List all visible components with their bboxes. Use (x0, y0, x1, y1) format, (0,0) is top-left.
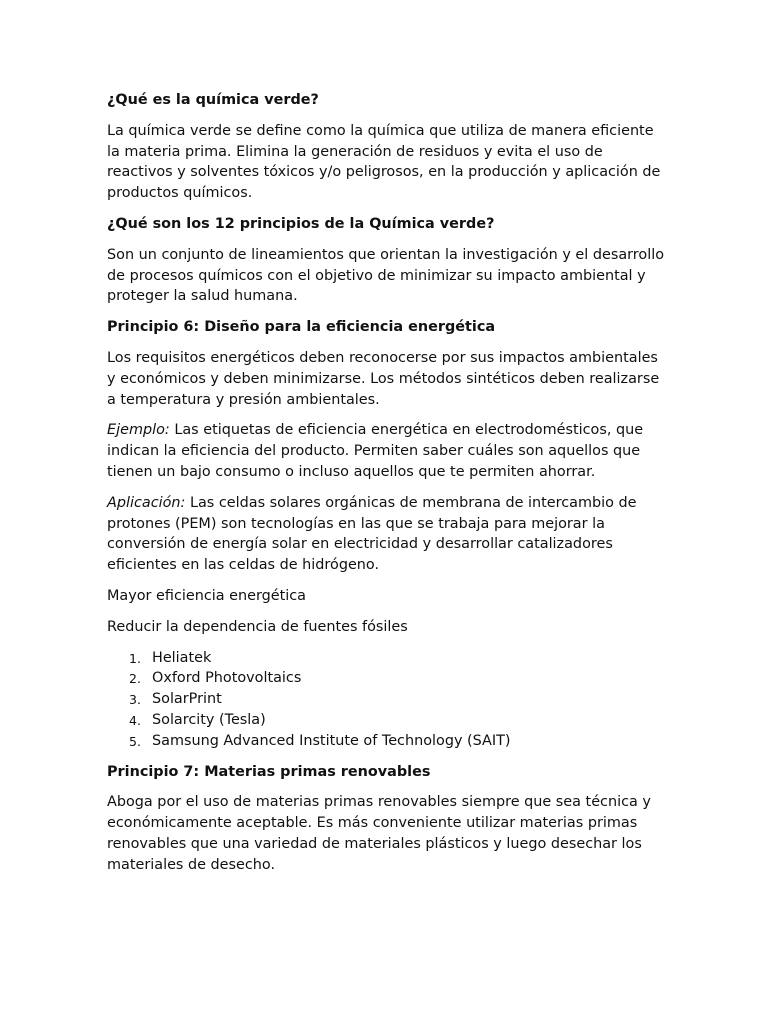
list-number: 5. (129, 733, 141, 749)
list-item-text: Heliatek (152, 649, 212, 666)
list-item (107, 668, 667, 689)
application-label: Aplicación: (107, 494, 186, 511)
list-item (107, 648, 667, 669)
list-number: 1. (129, 650, 141, 666)
list-item-text: Samsung Advanced Institute of Technology (SAIT) (152, 732, 511, 749)
paragraph-principle-6: Los requisitos energéticos deben reconocerse por sus impactos ambientales y económicos y deben minimizarse. Los métodos sintéticos deben realizarse a temperatura y presión ambientales. (107, 349, 660, 408)
paragraph-green-chemistry-definition: La química verde se define como la química que utiliza de manera eficiente la materia prima. Elimina la generación de residuos y evita el uso de reactivos y solventes tóxicos y/o peligrosos, en la producción y aplicación de productos químicos. (107, 122, 661, 202)
example-label: Ejemplo: (107, 422, 170, 439)
paragraph-principle-7: Aboga por el uso de materias primas renovables siempre que sea técnica y económicamente aceptable. Es más conveniente utilizar materias primas renovables que una variedad de materiales plásticos y luego desechar los materiales de desecho. (107, 794, 651, 873)
list-item (107, 731, 667, 752)
heading-what-is-green-chemistry: ¿Qué es la química verde? (107, 92, 319, 108)
list-number: 3. (129, 692, 141, 708)
heading-principle-6: Principio 6: Diseño para la eficiencia energética (107, 319, 496, 336)
heading-principle-7: Principio 7: Materias primas renovables (107, 763, 431, 780)
list-item-text: Oxford Photovoltaics (152, 670, 302, 687)
list-item (107, 710, 667, 731)
benefit-energy-efficiency: Mayor eficiencia energética (107, 587, 307, 604)
paragraph-application (107, 493, 667, 576)
list-number: 2. (129, 671, 141, 687)
company-list (107, 648, 667, 752)
document-page (107, 90, 667, 886)
paragraph-12-principles: Son un conjunto de lineamientos que orientan la investigación y el desarrollo de procesos químicos con el objetivo de minimizar su impacto ambiental y proteger la salud humana. (107, 246, 665, 305)
list-number: 4. (129, 712, 141, 728)
heading-12-principles: ¿Qué son los 12 principios de la Química verde? (107, 215, 495, 232)
application-text: Las celdas solares orgánicas de membrana de intercambio de protones (PEM) son tecnologías en las que se trabaja para mejorar la conversión de energía solar en electricidad y desarrollar catalizadores eficientes en las celdas de hidrógeno. (107, 494, 637, 574)
list-item-text: SolarPrint (152, 691, 222, 708)
list-item (107, 689, 667, 710)
benefit-reduce-fossil-dependence: Reducir la dependencia de fuentes fósiles (107, 618, 408, 635)
example-text: Las etiquetas de eficiencia energética en electrodomésticos, que indican la eficiencia del producto. Permiten saber cuáles son aquellos que tienen un bajo consumo o incluso aquellos que te permiten ahorrar. (107, 422, 644, 480)
paragraph-example (107, 420, 667, 482)
list-item-text: Solarcity (Tesla) (152, 711, 266, 728)
